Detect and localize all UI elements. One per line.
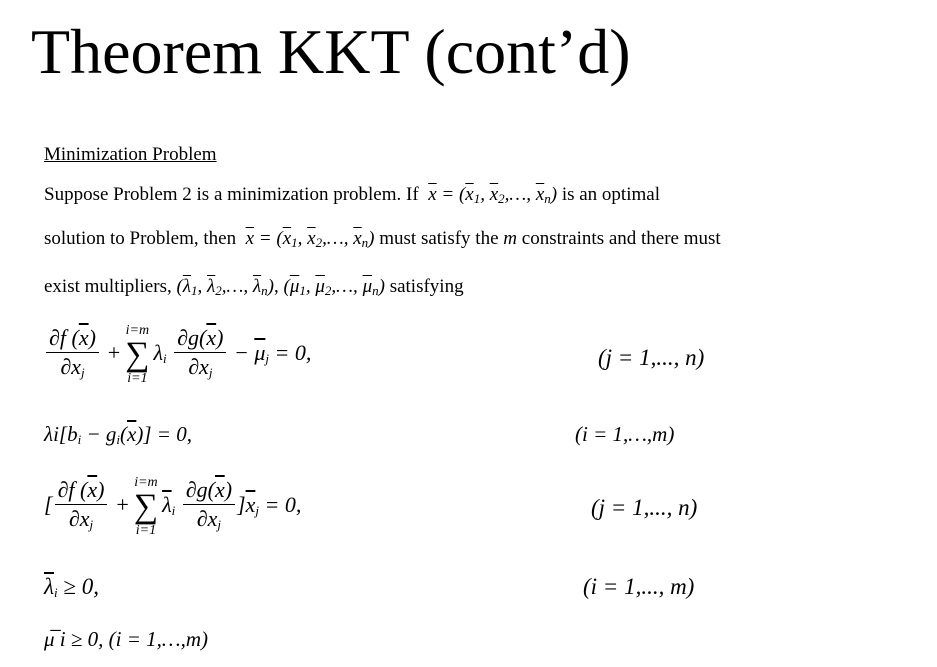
paragraph-line-3: exist multipliers, ($\overline{\lambda}_1$, $\overline{\lambda}_2,\dots$, $\overline{\lambda}_n$), ($\overline{\mu}_1$, $\overline{\mu}_2,\dots$, $\overline{\mu}_n$) satisfying [44,276,464,298]
eq4-condition: (i = 1,..., m) [583,574,695,599]
eq1-frac-f: $\frac{\partial f (\overline{x})}{\partial x_j}$ [46,325,99,386]
lambda-bar-vector: ($\overline{\lambda}_1$, $\overline{\lambda}_2,\dots$, $\overline{\lambda}_n$) [176,276,274,298]
eq3-condition: (j = 1,..., n) [591,495,698,520]
paragraph-line-2 [44,228,721,251]
para1-text-a: Suppose Problem 2 is a minimization problem. If [44,184,419,205]
para2-text-a: solution to Problem, then [44,228,237,249]
slide-title: Theorem KKT (cont’d) [31,16,631,87]
equation-4: $\overline{\lambda}_i \ge 0$, [44,574,99,600]
equation-3: [ $\frac{\partial f (\overline{x})}{\partial x_j}$ + i=m ∑ i=1 $\overline{\lambda}_i$ $\frac{\partial g(\overline{x})}{\partial x_j}$ ]$\overline{x}_j = 0$, [44,475,302,538]
para3-text-b: satisfying [389,276,464,297]
para2-text-c: constraints and there must [521,228,721,249]
paragraph-line-1 [44,184,660,207]
eq1-sum: i=m ∑ i=1 [125,323,150,386]
eq1-condition: (j = 1,..., n) [598,345,705,370]
eq3-sum: i=m ∑ i=1 [133,475,159,538]
eq2-condition: (i = 1,…,m) [575,422,675,446]
eq3-frac-f: $\frac{\partial f (\overline{x})}{\partial x_j}$ [55,477,108,538]
eq3-frac-g: $\frac{\partial g(\overline{x})}{\partial x_j}$ [183,477,235,538]
equation-2: $\lambda i[b_i - g_i(\overline{x})] = 0$, [44,422,192,447]
subheading: Minimization Problem [44,144,217,165]
x-bar-vector-2: $\overline{x} = (\overline{x}_1$, $\overline{x}_2,\dots$, $\overline{x}_n$) [245,228,375,250]
equation-1: $\frac{\partial f (\overline{x})}{\partial x_j}$ + i=m ∑ i=1 $\lambda_i$ $\frac{\partial g(\overline{x})}{\partial x_j}$ − $\overline{\mu}_j = 0$, [44,324,311,386]
para2-text-b: must satisfy the [379,228,499,249]
para2-m: m [503,228,518,249]
eq1-frac-g: $\frac{\partial g(\overline{x})}{\partial x_j}$ [174,325,226,386]
x-bar-vector: $\overline{x} = (\overline{x}_1$, $\overline{x}_2,\dots$, $\overline{x}_n$) [428,184,558,206]
equation-5: μ̅ i ≥ 0, (i = 1,…,m) [44,627,208,651]
mu-bar-vector: ($\overline{\mu}_1$, $\overline{\mu}_2,\dots$, $\overline{\mu}_n$) [283,276,385,298]
para3-text-a: exist multipliers, [44,276,172,297]
para1-text-b: is an optimal [561,184,660,205]
